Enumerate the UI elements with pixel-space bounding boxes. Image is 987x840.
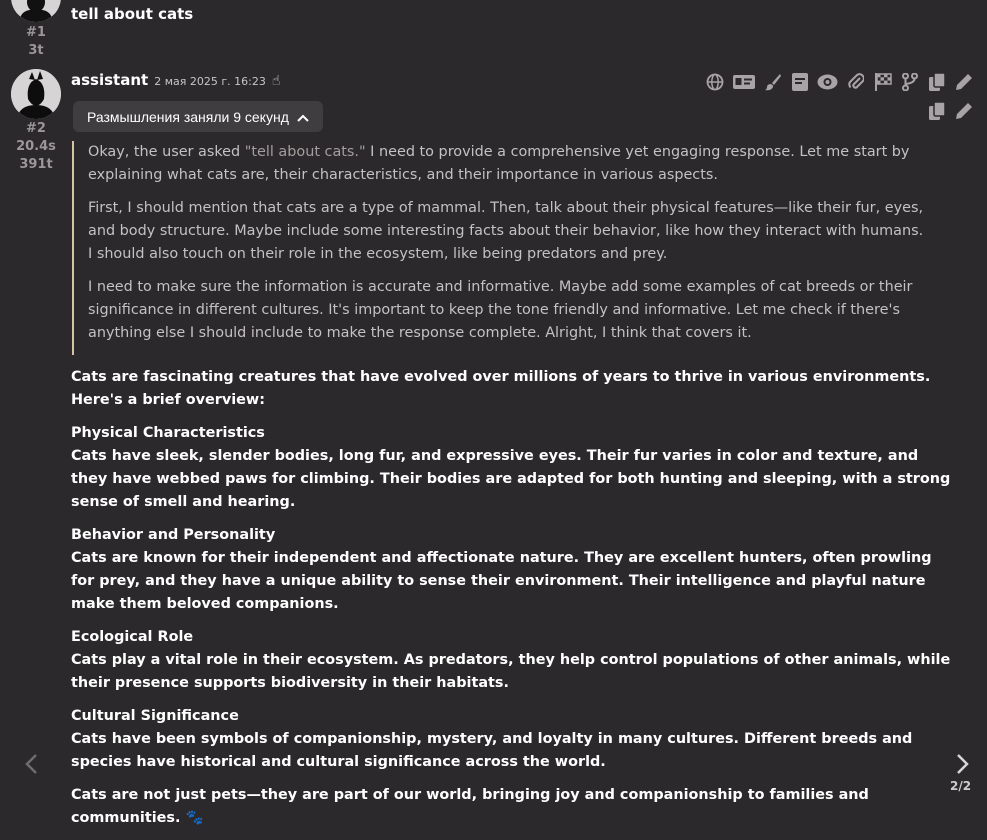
- thinking-paragraph: First, I should mention that cats are a type of mammal. Then, talk about their physical features—like their fur, eyes, and body structure. Maybe include some interesting facts about their behavior, like how they interact with humans. I should also touch on their role in the ecosystem, like being predators and prey.: [88, 200, 924, 262]
- thinking-paragraph: [88, 141, 928, 187]
- paintbrush-icon[interactable]: [763, 72, 782, 91]
- message-toolbar: [705, 72, 973, 91]
- response-section: [71, 626, 951, 695]
- flag-checkered-icon[interactable]: [873, 72, 892, 91]
- paperclip-icon[interactable]: [846, 72, 865, 91]
- response-closing: [71, 784, 951, 830]
- id-card-icon[interactable]: [732, 72, 755, 91]
- branch-icon[interactable]: [900, 72, 919, 91]
- swipe-counter: 2/2: [950, 779, 972, 793]
- response-content: [71, 366, 951, 840]
- assistant-avatar[interactable]: [11, 69, 61, 119]
- chevron-up-icon: [297, 109, 309, 125]
- user-message-text: tell about cats: [71, 5, 194, 23]
- swipe-left-button[interactable]: [24, 752, 38, 782]
- message-timestamp: 2 мая 2025 г. 16:23: [154, 75, 266, 88]
- response-section: [71, 705, 951, 774]
- pencil-icon[interactable]: [954, 101, 973, 120]
- thinking-toggle-button[interactable]: [73, 101, 323, 132]
- section-body: Cats play a vital role in their ecosystem. As predators, they help control populations of other animals, while their presence supports biodiversity in their habitats.: [71, 652, 951, 691]
- thinking-text: I need to provide a comprehensive yet engaging response. Let me start by explaining what cats are, their characteristics, and their importance in various aspects.: [88, 144, 910, 183]
- user-message-tokens: 3t: [28, 43, 44, 58]
- globe-icon[interactable]: [705, 72, 724, 91]
- assistant-response-time: 20.4s: [16, 139, 56, 154]
- response-section: [71, 422, 951, 514]
- assistant-message-tokens: 391t: [19, 157, 53, 172]
- closing-text: Cats are not just pets—they are part of our world, bringing joy and companionship to families and communities.: [71, 787, 869, 826]
- paw-prints-icon: 🐾: [185, 810, 204, 826]
- message-toolbar-secondary: [927, 101, 973, 120]
- section-body: Cats are known for their independent and affectionate nature. They are excellent hunters, often prowling for prey, and they have a unique ability to sense their environment. Their intelligence and playful nature make them beloved companions.: [71, 550, 932, 612]
- response-intro: Cats are fascinating creatures that have evolved over millions of years to thrive in various environments. Here's a brief overview:: [71, 369, 931, 408]
- assistant-message-index: #2: [26, 121, 46, 136]
- pencil-icon[interactable]: [954, 72, 973, 91]
- eye-icon[interactable]: [817, 72, 838, 91]
- section-body: Cats have sleek, slender bodies, long fur, and expressive eyes. Their fur varies in color and texture, and they have webbed paws for climbing. Their bodies are adapted for both hunting and sleeping, with a strong sense of smell and hearing.: [71, 448, 951, 510]
- swipe-right-button[interactable]: [956, 752, 970, 782]
- thinking-content: [72, 141, 928, 355]
- author-name: assistant: [71, 71, 149, 89]
- user-avatar[interactable]: [11, 0, 61, 22]
- section-title: Ecological Role: [71, 629, 194, 645]
- hand-pointer-icon[interactable]: ☝: [271, 73, 281, 89]
- message-header: [71, 71, 280, 89]
- thinking-toggle-label: Размышления заняли 9 секунд: [87, 108, 289, 125]
- response-section: [71, 524, 951, 616]
- section-body: Cats have been symbols of companionship, mystery, and loyalty in many cultures. Different breeds and species have historical and cultural significance across the world.: [71, 731, 913, 770]
- section-title: Behavior and Personality: [71, 527, 276, 543]
- thinking-quote: "tell about cats.": [244, 144, 366, 160]
- section-title: Cultural Significance: [71, 708, 239, 724]
- section-title: Physical Characteristics: [71, 425, 265, 441]
- thinking-text: Okay, the user asked: [88, 144, 245, 160]
- user-message-index: #1: [26, 25, 46, 40]
- note-icon[interactable]: [790, 72, 809, 91]
- copy-icon[interactable]: [927, 101, 946, 120]
- copy-icon[interactable]: [927, 72, 946, 91]
- thinking-paragraph: I need to make sure the information is accurate and informative. Maybe add some examples of cat breeds or their significance in different cultures. It's important to keep the tone friendly and informative. Let me check if there's anything else I should include to make the response complete. Alright, I think that covers it.: [88, 279, 913, 341]
